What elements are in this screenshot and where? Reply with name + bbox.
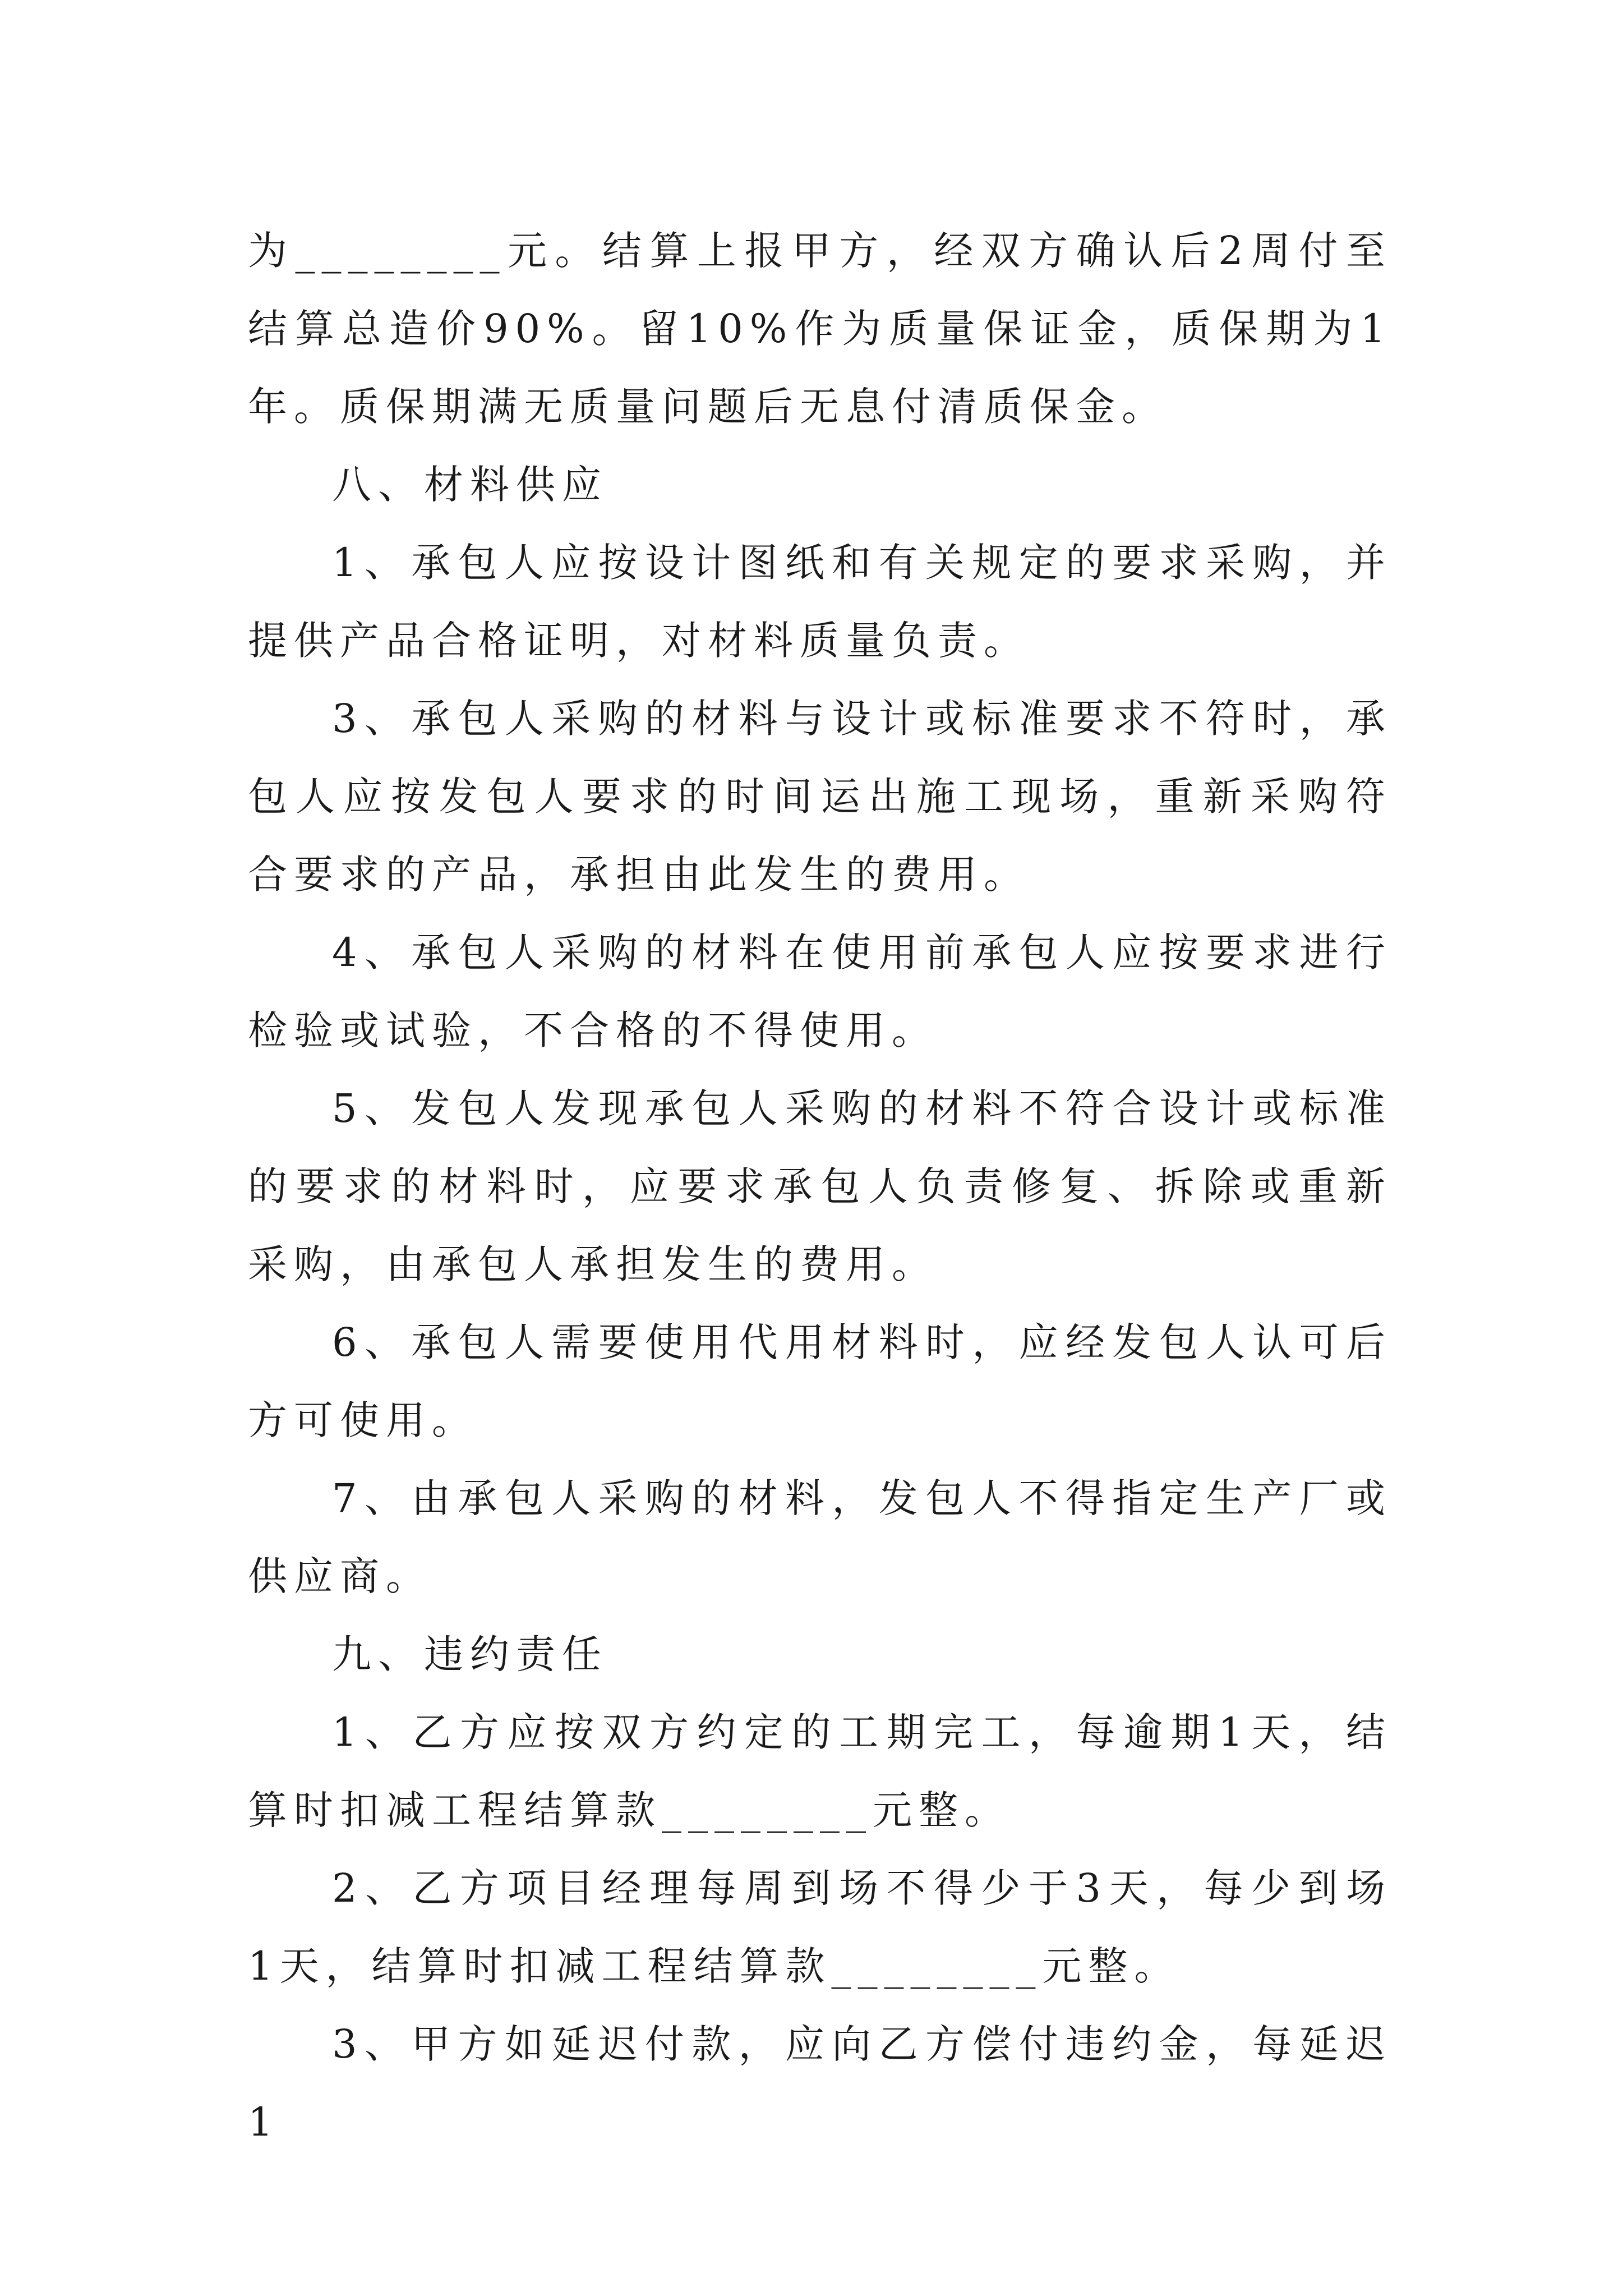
clause-liability-1: 1、乙方应按双方约定的工期完工，每逾期1天，结算时扣减工程结算款________元整。 (248, 1709, 1392, 1833)
document-body (248, 212, 1392, 2161)
section-heading-liability: 九、违约责任 (332, 1631, 608, 1677)
clause-materials-5: 5、发包人发现承包人采购的材料不符合设计或标准的要求的材料时，应要求承包人负责修复、拆除或重新采购，由承包人承担发生的费用。 (248, 1085, 1392, 1287)
clause-materials-6: 6、承包人需要使用代用材料时，应经发包人认可后方可使用。 (248, 1319, 1392, 1443)
clause-materials-7: 7、由承包人采购的材料，发包人不得指定生产厂或供应商。 (248, 1475, 1392, 1599)
clause-materials-3: 3、承包人采购的材料与设计或标准要求不符时，承包人应按发包人要求的时间运出施工现场，重新采购符合要求的产品，承担由此发生的费用。 (248, 696, 1392, 898)
paragraph-payment-terms: 为________元。结算上报甲方，经双方确认后2周付至结算总造价90%。留10%作为质量保证金，质保期为1年。质保期满无质量问题后无息付清质保金。 (248, 228, 1392, 430)
clause-liability-2: 2、乙方项目经理每周到场不得少于3天，每少到场1天，结算时扣减工程结算款________元整。 (248, 1865, 1392, 1989)
section-heading-materials: 八、材料供应 (332, 462, 608, 508)
clause-materials-4: 4、承包人采购的材料在使用前承包人应按要求进行检验或试验，不合格的不得使用。 (248, 930, 1392, 1053)
clause-liability-3: 3、甲方如延迟付款，应向乙方偿付违约金，每延迟1 (248, 2021, 1392, 2145)
clause-materials-1: 1、承包人应按设计图纸和有关规定的要求采购，并提供产品合格证明，对材料质量负责。 (248, 540, 1392, 664)
